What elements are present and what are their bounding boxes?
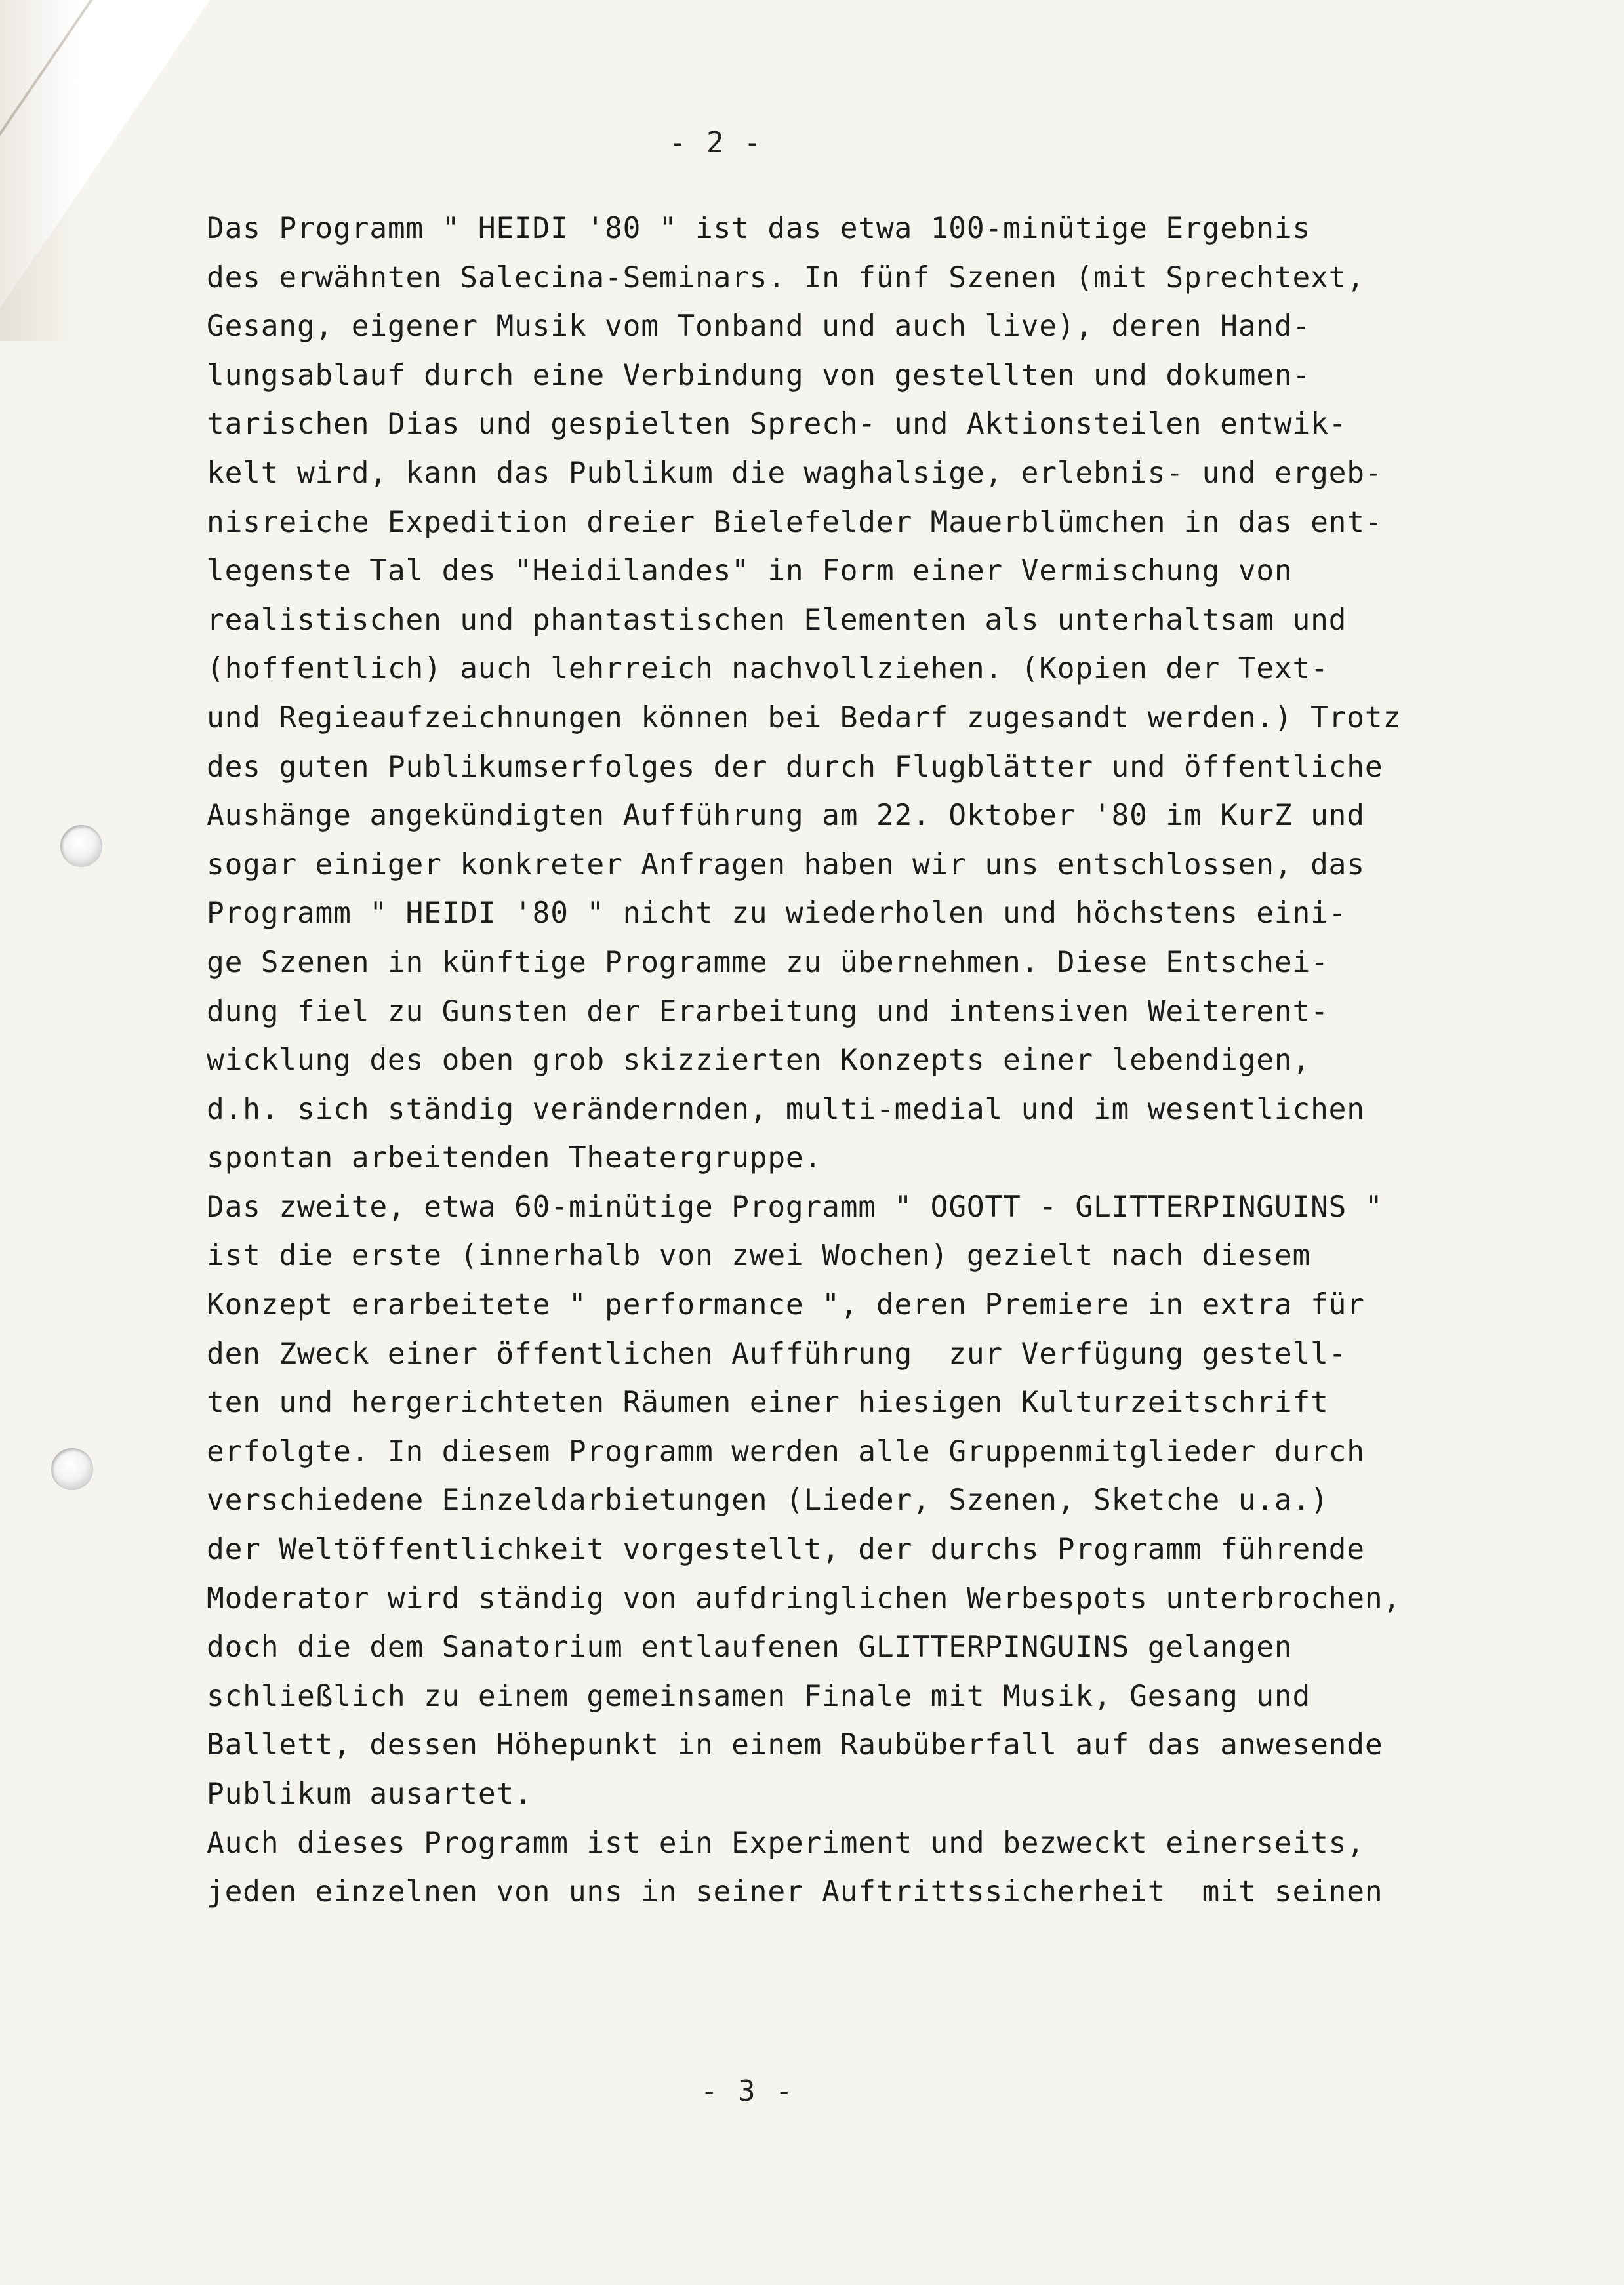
text-line: der Weltöffentlichkeit vorgestellt, der durchs Programm führende	[207, 1533, 1365, 1567]
text-line: des guten Publikumserfolges der durch Flugblätter und öffentliche	[207, 750, 1383, 784]
paragraph-2	[207, 1183, 1558, 1819]
corner-shadow	[0, 0, 79, 341]
text-line: Konzept erarbeitete " performance ", deren Premiere in extra für	[207, 1288, 1365, 1322]
text-line: d.h. sich ständig verändernden, multi-medial und im wesentlichen	[207, 1092, 1365, 1126]
text-line: spontan arbeitenden Theatergruppe.	[207, 1141, 822, 1175]
text-line: erfolgte. In diesem Programm werden alle Gruppenmitglieder durch	[207, 1434, 1365, 1468]
text-line: Publikum ausartet.	[207, 1777, 533, 1811]
text-line: den Zweck einer öffentlichen Aufführung zur Verfügung gestell-	[207, 1337, 1347, 1371]
punch-hole-icon	[60, 825, 102, 867]
text-line: Das zweite, etwa 60-minütige Programm " OGOTT - GLITTERPINGUINS "	[207, 1190, 1383, 1224]
text-line: jeden einzelnen von uns in seiner Auftrittssicherheit mit seinen	[207, 1875, 1383, 1909]
text-line: und Regieaufzeichnungen können bei Bedarf zugesandt werden.) Trotz	[207, 700, 1402, 735]
text-line: ist die erste (innerhalb von zwei Wochen) gezielt nach diesem	[207, 1239, 1311, 1273]
text-line: tarischen Dias und gespielten Sprech- und Aktionsteilen entwik-	[207, 407, 1347, 441]
text-line: legenste Tal des "Heidilandes" in Form einer Vermischung von	[207, 554, 1293, 588]
text-line: Aushänge angekündigten Aufführung am 22. Oktober '80 im KurZ und	[207, 799, 1365, 833]
next-page-marker: - 3 -	[700, 2074, 794, 2108]
text-line: doch die dem Sanatorium entlaufenen GLITTERPINGUINS gelangen	[207, 1630, 1293, 1665]
text-line: Gesang, eigener Musik vom Tonband und auch live), deren Hand-	[207, 310, 1311, 344]
punch-hole-icon	[51, 1448, 93, 1490]
text-line: Programm " HEIDI '80 " nicht zu wiederholen und höchstens eini-	[207, 897, 1347, 931]
text-line: kelt wird, kann das Publikum die waghalsige, erlebnis- und ergeb-	[207, 456, 1383, 490]
page-number: - 2 -	[669, 126, 763, 159]
text-line: wicklung des oben grob skizzierten Konzepts einer lebendigen,	[207, 1043, 1311, 1078]
paragraph-3	[207, 1819, 1558, 1917]
text-line: Ballett, dessen Höhepunkt in einem Raubüberfall auf das anwesende	[207, 1728, 1383, 1762]
text-line: ge Szenen in künftige Programme zu übernehmen. Diese Entschei-	[207, 945, 1329, 979]
text-line: ten und hergerichteten Räumen einer hiesigen Kulturzeitschrift	[207, 1386, 1329, 1420]
text-line: (hoffentlich) auch lehrreich nachvollziehen. (Kopien der Text-	[207, 652, 1329, 686]
text-line: lungsablauf durch eine Verbindung von gestellten und dokumen-	[207, 358, 1311, 392]
text-line: schließlich zu einem gemeinsamen Finale mit Musik, Gesang und	[207, 1679, 1311, 1713]
text-line: des erwähnten Salecina-Seminars. In fünf Szenen (mit Sprechtext,	[207, 260, 1365, 294]
typewritten-body	[207, 205, 1558, 1917]
paragraph-1	[207, 205, 1558, 1183]
text-line: Das Programm " HEIDI '80 " ist das etwa 100-minütige Ergebnis	[207, 212, 1311, 245]
text-line: Auch dieses Programm ist ein Experiment und bezweckt einerseits,	[207, 1826, 1365, 1860]
text-line: realistischen und phantastischen Elementen als unterhaltsam und	[207, 603, 1347, 637]
text-line: dung fiel zu Gunsten der Erarbeitung und intensiven Weiterent-	[207, 994, 1329, 1028]
text-line: nisreiche Expedition dreier Bielefelder Mauerblümchen in das ent-	[207, 505, 1383, 539]
text-line: Moderator wird ständig von aufdringlichen Werbespots unterbrochen,	[207, 1581, 1402, 1615]
text-line: verschiedene Einzeldarbietungen (Lieder, Szenen, Sketche u.a.)	[207, 1484, 1329, 1518]
text-line: sogar einiger konkreter Anfragen haben wir uns entschlossen, das	[207, 847, 1365, 881]
